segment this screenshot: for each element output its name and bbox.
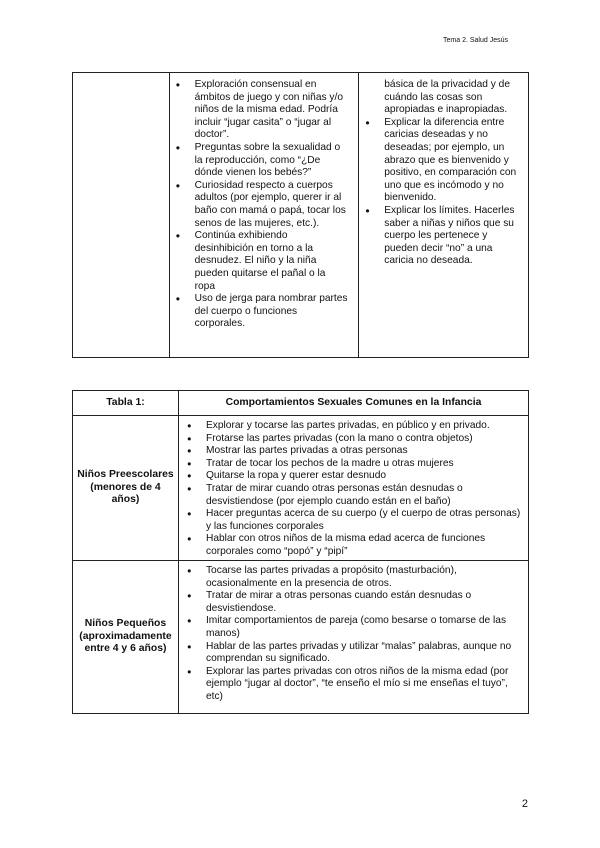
list-item: ● Hacer preguntas acerca de su cuerpo (y el cuerpo de otras personas) y las funciones corporales xyxy=(179,508,522,533)
list-item: ● Preguntas sobre la sexualidad o la reproducción, como “¿De dónde vienen los bebés?” xyxy=(170,142,349,180)
list-item: ● Frotarse las partes privadas (con la mano o contra objetos) xyxy=(179,433,522,446)
continued-table xyxy=(72,72,529,358)
list-item: ● Explicar la diferencia entre caricias deseadas y no deseadas; por ejemplo, un abrazo que es bienvenido y positivo, en comparación con uno que es incómodo y no bienvenido. xyxy=(359,117,522,205)
list-item: ● Exploración consensual en ámbitos de juego y con niñas y/o niños de la misma edad. Podría incluir “jugar casita” o “jugar al doctor”. xyxy=(170,79,349,142)
behaviors-table xyxy=(72,390,529,714)
empty-label-cell xyxy=(73,73,170,358)
list-item: ● Tratar de mirar a otras personas cuando están desnudas o desvistiendose. xyxy=(179,590,522,615)
row-label-young-children: Niños Pequeños (aproximadamente entre 4 y 6 años) xyxy=(73,561,179,714)
guidance-list xyxy=(359,117,522,268)
row-content-young-children xyxy=(178,561,528,714)
table-label: Tabla 1: xyxy=(73,391,179,416)
list-item: ● Explorar y tocarse las partes privadas, en público y en privado. xyxy=(179,420,522,433)
page-number: 2 xyxy=(521,798,528,810)
table-title: Comportamientos Sexuales Comunes en la Infancia xyxy=(178,391,528,416)
behaviors-list xyxy=(170,73,359,331)
list-item: ● Hablar de las partes privadas y utilizar “malas” palabras, aunque no comprendan su significado. xyxy=(179,641,522,666)
continuation-text: básica de la privacidad y de cuándo las cosas son apropiadas e inapropiadas. xyxy=(384,79,510,116)
young-children-list xyxy=(179,561,528,704)
list-item: ● Curiosidad respecto a cuerpos adultos (por ejemplo, querer ir al baño con mamá o papá, tocar los senos de las mujeres, etc.). xyxy=(170,180,349,230)
list-item: ● Tratar de tocar los pechos de la madre u otras mujeres xyxy=(179,458,522,471)
list-item: ● Quitarse la ropa y querer estar desnudo xyxy=(179,470,522,483)
page-header: Tema 2. Salud Jesús xyxy=(443,37,508,44)
list-item: ● Mostrar las partes privadas a otras personas xyxy=(179,445,522,458)
list-item: ● Continúa exhibiendo desinhibición en torno a la desnudez. El niño y la niña pueden quitarse el pañal o la ropa xyxy=(170,230,349,293)
list-item: ● Explorar las partes privadas con otros niños de la misma edad (por ejemplo “jugar al doctor”, “te enseño el mío si me enseñas el tuyo”, etc) xyxy=(179,666,522,704)
behaviors-cell xyxy=(169,73,359,358)
list-item: ● Imitar comportamientos de pareja (como besarse o tomarse de las manos) xyxy=(179,615,522,640)
list-item: ● Tocarse las partes privadas a propósito (masturbación), ocasionalmente en la presencia de otros. xyxy=(179,565,522,590)
row-label-preschool: Niños Preescolares (menores de 4 años) xyxy=(73,416,179,561)
row-content-preschool xyxy=(178,416,528,561)
list-item: ● Explicar los límites. Hacerles saber a niñas y niños que su cuerpo les pertenece y pueden decir “no” a una caricia no deseada. xyxy=(359,205,522,268)
guidance-cell xyxy=(359,73,529,358)
list-item: ● Tratar de mirar cuando otras personas están desnudas o desvistiendose (por ejemplo cuando están en el baño) xyxy=(179,483,522,508)
preschool-list xyxy=(179,416,528,559)
list-item: ● Uso de jerga para nombrar partes del cuerpo o funciones corporales. xyxy=(170,293,349,331)
list-item: ● Hablar con otros niños de la misma edad acerca de funciones corporales como “popó” y “pipí” xyxy=(179,533,522,558)
